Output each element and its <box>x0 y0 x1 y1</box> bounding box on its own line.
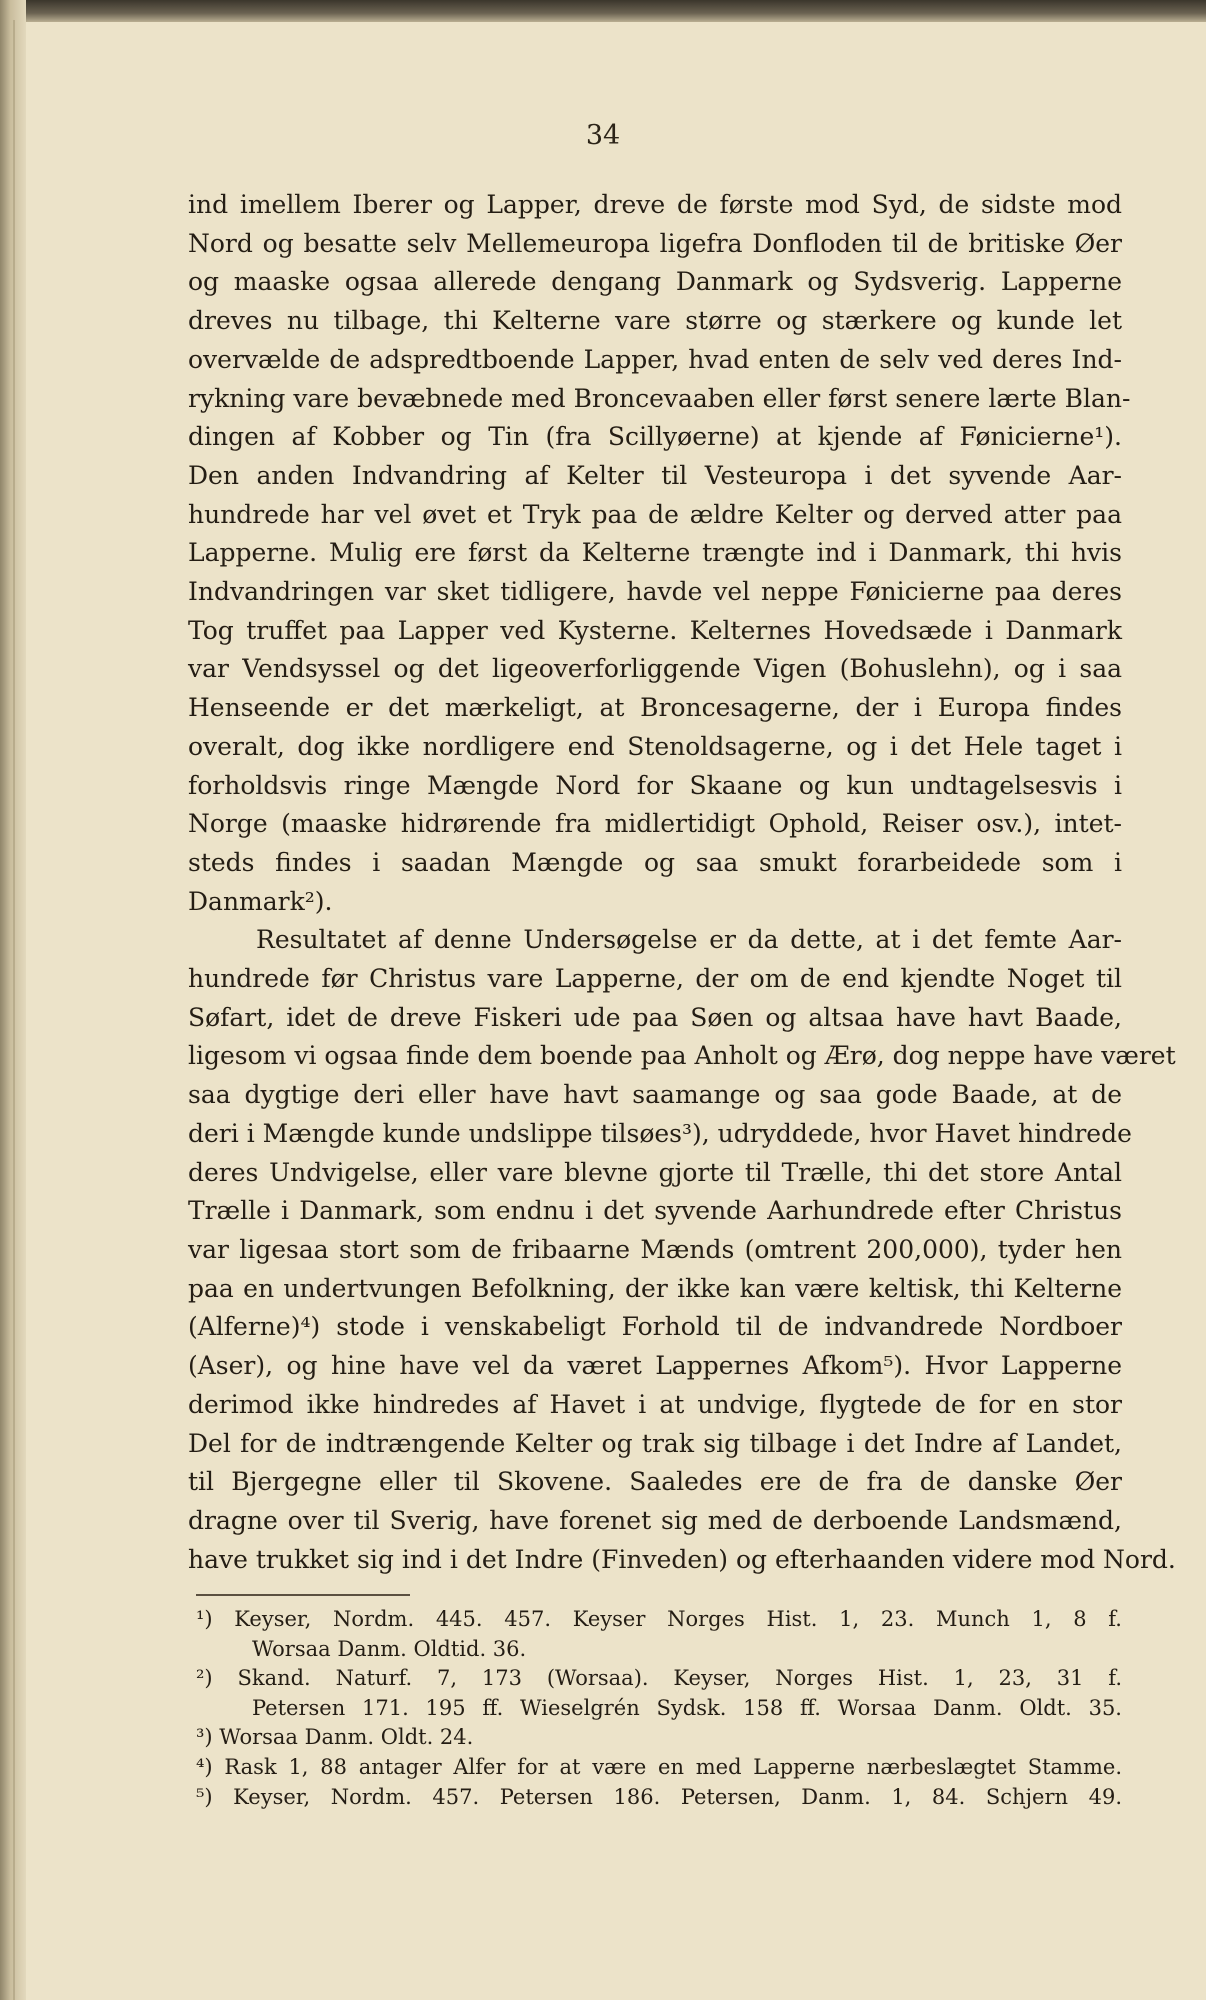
text-line: derimod ikke hindredes af Havet i at undvige, flygtede de for en stor <box>188 1389 1122 1419</box>
text-line: saa dygtige deri eller have havt saamange og saa gode Baade, at de <box>188 1080 1122 1110</box>
text-line: dreves nu tilbage, thi Kelterne vare større og stærkere og kunde let <box>188 306 1122 336</box>
text-line: Trælle i Danmark, som endnu i det syvende Aarhundrede efter Christus <box>188 1196 1122 1226</box>
text-line: Del for de indtrængende Kelter og trak sig tilbage i det Indre af Landet, <box>188 1428 1122 1458</box>
text-line: overalt, dog ikke nordligere end Stenoldsagerne, og i det Hele taget i <box>188 731 1122 761</box>
binding-line <box>13 20 15 2000</box>
text-line: hundrede før Christus vare Lapperne, der om de end kjendte Noget til <box>188 964 1122 994</box>
text-line: Resultatet af denne Undersøgelse er da dette, at i det femte Aar- <box>256 925 1122 955</box>
text-line: ind imellem Iberer og Lapper, dreve de første mod Syd, de sidste mod <box>188 190 1122 219</box>
text-line: hundrede har vel øvet et Tryk paa de ældre Kelter og derved atter paa <box>188 499 1122 529</box>
footnotes <box>196 1605 1122 1812</box>
text-line: var ligesaa stort som de fribaarne Mænds (omtrent 200,000), tyder hen <box>188 1234 1122 1264</box>
text-line: Lapperne. Mulig ere først da Kelterne trængte ind i Danmark, thi hvis <box>188 538 1122 568</box>
text-line: Tog truffet paa Lapper ved Kysterne. Kelternes Hovedsæde i Danmark <box>188 615 1122 645</box>
text-line: overvælde de adspredtboende Lapper, hvad enten de selv ved deres Ind- <box>188 344 1122 374</box>
text-line: deri i Mængde kunde undslippe tilsøes³), udryddede, hvor Havet hindrede <box>188 1118 1132 1148</box>
footnote-line: ⁴) Rask 1, 88 antager Alfer for at være en med Lapperne nærbeslægtet Stamme. <box>196 1754 1122 1779</box>
text-line: (Alferne)⁴) stode i venskabeligt Forhold til de indvandrede Nordboer <box>188 1312 1122 1342</box>
footnote-line: ⁵) Keyser, Nordm. 457. Petersen 186. Petersen, Danm. 1, 84. Schjern 49. <box>196 1784 1122 1809</box>
text-line: have trukket sig ind i det Indre (Finveden) og efterhaanden videre mod Nord. <box>188 1544 1176 1574</box>
text-line: ligesom vi ogsaa finde dem boende paa Anholt og Ærø, dog neppe have været <box>188 1041 1176 1071</box>
text-line: Den anden Indvandring af Kelter til Vesteuropa i det syvende Aar- <box>188 460 1122 490</box>
footnote-line: ¹) Keyser, Nordm. 445. 457. Keyser Norges Hist. 1, 23. Munch 1, 8 f. <box>196 1607 1122 1631</box>
text-line: Henseende er det mærkeligt, at Broncesagerne, der i Europa findes <box>188 693 1122 723</box>
footnote-line: ³) Worsaa Danm. Oldt. 24. <box>196 1725 474 1750</box>
text-line: rykning vare bevæbnede med Broncevaaben eller først senere lærte Blan- <box>188 383 1131 413</box>
footnote-line: ²) Skand. Naturf. 7, 173 (Worsaa). Keyser, Norges Hist. 1, 23, 31 f. <box>196 1666 1122 1691</box>
page-number: 34 <box>585 120 621 151</box>
footnote-divider <box>196 1594 410 1596</box>
text-line: dragne over til Sverig, have forenet sig med de derboende Landsmænd, <box>188 1505 1122 1535</box>
text-line: Søfart, idet de dreve Fiskeri ude paa Søen og altsaa have havt Baade, <box>188 1002 1122 1032</box>
text-line: forholdsvis ringe Mængde Nord for Skaane og kun undtagelsesvis i <box>188 770 1122 800</box>
text-line: deres Undvigelse, eller vare blevne gjorte til Trælle, thi det store Antal <box>188 1157 1122 1187</box>
text-line: Indvandringen var sket tidligere, havde vel neppe Fønicierne paa deres <box>188 577 1122 607</box>
footnote-line: Worsaa Danm. Oldtid. 36. <box>252 1636 527 1661</box>
text-line: til Bjergegne eller til Skovene. Saaledes ere de fra de danske Øer <box>188 1467 1122 1497</box>
text-line: paa en undertvungen Befolkning, der ikke kan være keltisk, thi Kelterne <box>188 1273 1122 1303</box>
text-line: Norge (maaske hidrørende fra midlertidigt Ophold, Reiser osv.), intet- <box>188 809 1122 839</box>
text-line: og maaske ogsaa allerede dengang Danmark og Sydsverig. Lapperne <box>188 267 1122 297</box>
footnote-line: Petersen 171. 195 ff. Wieselgrén Sydsk. 158 ff. Worsaa Danm. Oldt. 35. <box>252 1695 1122 1720</box>
page-top-shadow <box>0 0 1206 22</box>
text-line: Danmark²). <box>188 886 333 916</box>
text-line: steds findes i saadan Mængde og saa smukt forarbeidede som i <box>188 847 1122 877</box>
body-text <box>188 186 1176 1579</box>
text-line: Nord og besatte selv Mellemeuropa ligefra Donfloden til de britiske Øer <box>188 228 1122 258</box>
text-line: var Vendsyssel og det ligeoverforliggende Vigen (Bohuslehn), og i saa <box>188 654 1122 684</box>
text-line: (Aser), og hine have vel da været Lappernes Afkom⁵). Hvor Lapperne <box>188 1351 1122 1381</box>
text-line: dingen af Kobber og Tin (fra Scillyøerne) at kjende af Fønicierne¹). <box>188 422 1122 452</box>
